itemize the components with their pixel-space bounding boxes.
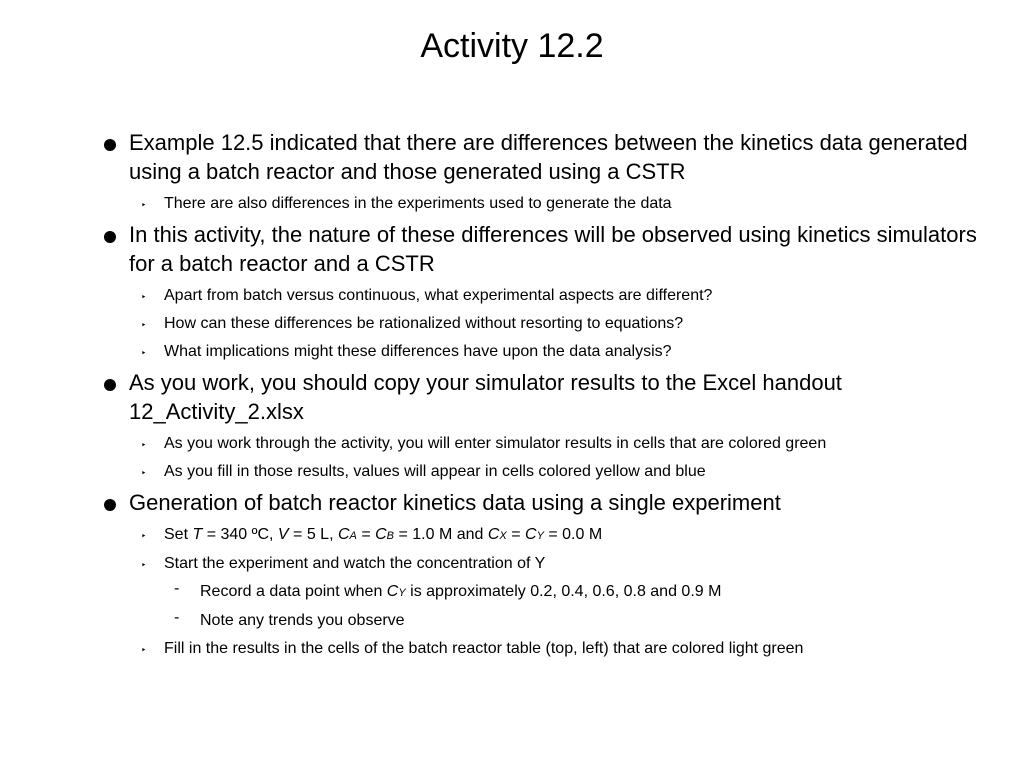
equals-sign: = bbox=[356, 526, 376, 543]
arrow-bullet-icon: ‣ bbox=[141, 645, 147, 655]
arrow-bullet-icon: ‣ bbox=[141, 320, 147, 330]
sub-bullet-item bbox=[104, 314, 1004, 334]
record-text-post: is approximately 0.2, 0.4, 0.6, 0.8 and 0.9 M bbox=[405, 583, 722, 600]
conc-y-symbol: C bbox=[386, 583, 399, 600]
sub-bullet-item-set-conditions bbox=[104, 525, 1004, 546]
equals-sign: = bbox=[506, 526, 525, 543]
conc-y-subscript: Y bbox=[398, 587, 406, 599]
bullet-item bbox=[104, 220, 1004, 278]
bullet-item bbox=[104, 368, 1004, 426]
sub-bullet-text: Apart from batch versus continuous, what experimental aspects are different? bbox=[164, 287, 713, 304]
sub-bullet-item bbox=[104, 342, 1004, 362]
temperature-value: = 340 ºC, bbox=[202, 526, 278, 543]
bullet-dot-icon bbox=[104, 379, 116, 391]
arrow-bullet-icon: ‣ bbox=[141, 468, 147, 478]
sub-sub-bullet-item bbox=[104, 582, 1004, 603]
sub-bullet-item bbox=[104, 434, 1004, 454]
volume-value: = 5 L, bbox=[288, 526, 338, 543]
arrow-bullet-icon: ‣ bbox=[141, 440, 147, 450]
sub-bullet-item bbox=[104, 286, 1004, 306]
arrow-bullet-icon: ‣ bbox=[141, 292, 147, 302]
conc-x-symbol: C bbox=[487, 526, 500, 543]
sub-bullet-text: What implications might these differences have upon the data analysis? bbox=[164, 343, 672, 360]
volume-symbol: V bbox=[277, 526, 289, 543]
slide-title: Activity 12.2 bbox=[420, 27, 604, 65]
bullet-text: Generation of batch reactor kinetics data using a single experiment bbox=[129, 490, 781, 515]
bullet-text: In this activity, the nature of these differences will be observed using kinetics simulators for a batch reactor and a CSTR bbox=[129, 222, 977, 276]
conc-xy-value: = 0.0 M bbox=[543, 526, 603, 543]
conc-ab-value: = 1.0 M and bbox=[394, 526, 488, 543]
bullet-dot-icon bbox=[104, 499, 116, 511]
arrow-bullet-icon: ‣ bbox=[141, 560, 147, 570]
sub-bullet-item bbox=[104, 639, 1004, 659]
bullet-dot-icon bbox=[104, 231, 116, 243]
temperature-symbol: T bbox=[192, 526, 203, 543]
conc-a-subscript: A bbox=[349, 530, 357, 542]
bullet-text: As you work, you should copy your simulator results to the Excel handout 12_Activity_2.xlsx bbox=[129, 370, 842, 424]
conc-x-subscript: X bbox=[499, 530, 507, 542]
bullet-dot-icon bbox=[104, 139, 116, 151]
sub-bullet-text: There are also differences in the experiments used to generate the data bbox=[164, 195, 672, 212]
sub-bullet-text: Fill in the results in the cells of the batch reactor table (top, left) that are colored light green bbox=[164, 640, 804, 657]
bullet-item bbox=[104, 488, 1004, 517]
arrow-bullet-icon: ‣ bbox=[141, 531, 147, 541]
dash-bullet-icon: - bbox=[174, 609, 180, 626]
record-text-pre: Record a data point when bbox=[200, 583, 387, 600]
conc-y-symbol: C bbox=[525, 526, 537, 543]
conc-b-symbol: C bbox=[375, 526, 387, 543]
sub-bullet-text: As you fill in those results, values will appear in cells colored yellow and blue bbox=[164, 463, 706, 480]
sub-bullet-text: Start the experiment and watch the concentration of Y bbox=[164, 555, 546, 572]
conc-y-subscript: Y bbox=[536, 530, 544, 542]
sub-bullet-text: How can these differences be rationalized without resorting to equations? bbox=[164, 315, 684, 332]
sub-bullet-item bbox=[104, 194, 1004, 214]
dash-bullet-icon: - bbox=[174, 580, 180, 597]
set-word: Set bbox=[164, 526, 189, 543]
sub-sub-bullet-text: Note any trends you observe bbox=[200, 612, 405, 629]
arrow-bullet-icon: ‣ bbox=[141, 348, 147, 358]
sub-sub-bullet-item bbox=[104, 611, 1004, 631]
sub-bullet-text: As you work through the activity, you will enter simulator results in cells that are colored green bbox=[164, 435, 827, 452]
sub-bullet-item bbox=[104, 462, 1004, 482]
sub-bullet-item bbox=[104, 554, 1004, 574]
conc-b-subscript: B bbox=[386, 530, 395, 542]
bullet-text: Example 12.5 indicated that there are differences between the kinetics data generated using a batch reactor and those generated using a CSTR bbox=[129, 130, 968, 184]
slide-body bbox=[104, 128, 1004, 659]
bullet-item bbox=[104, 128, 1004, 186]
arrow-bullet-icon: ‣ bbox=[141, 200, 147, 210]
conc-a-symbol: C bbox=[337, 526, 350, 543]
